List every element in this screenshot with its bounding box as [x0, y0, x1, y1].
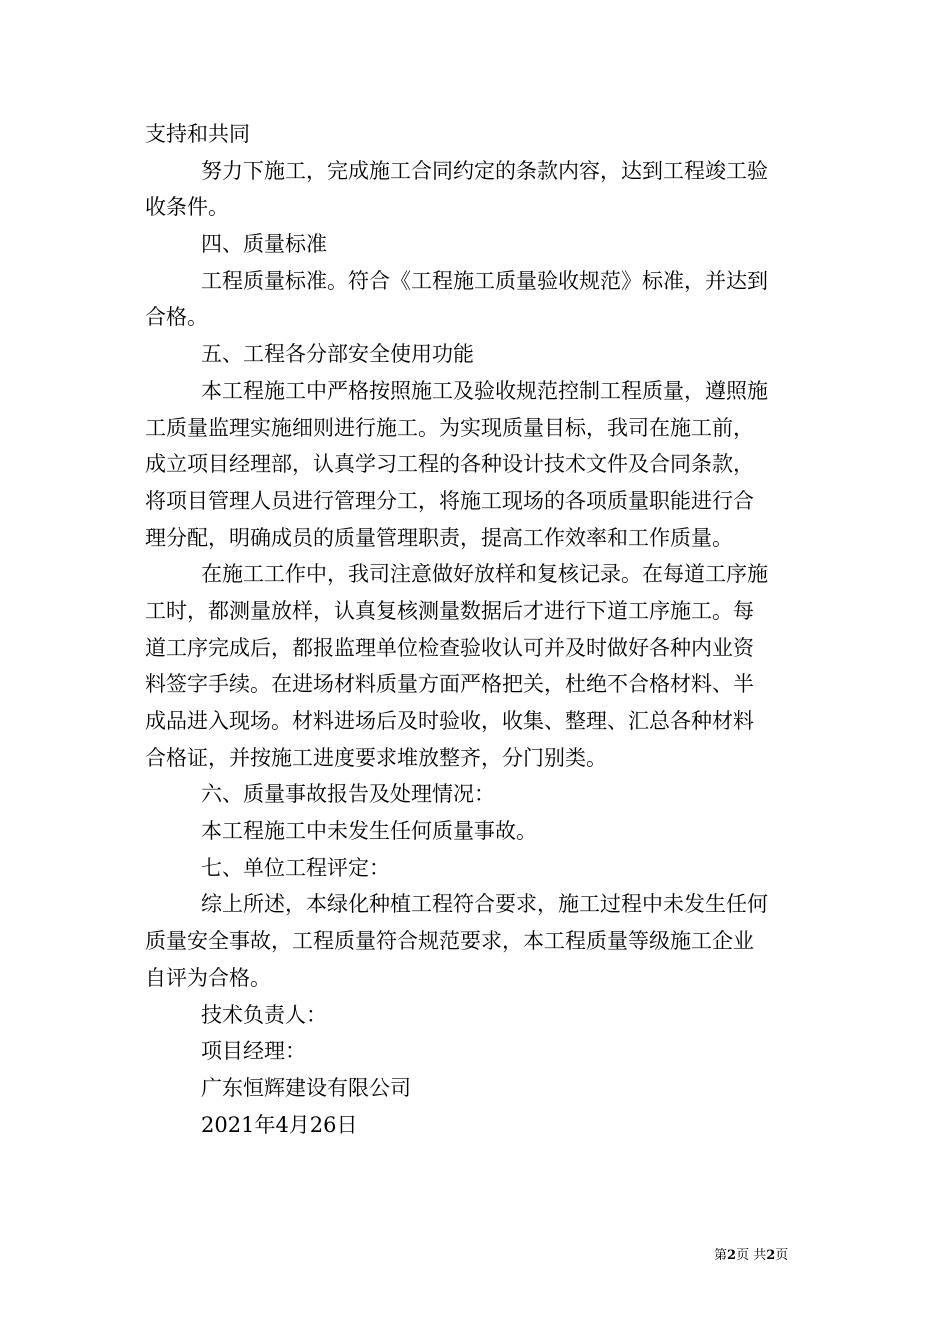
paragraph-line: 自评为合格。 [145, 965, 271, 990]
company-name: 广东恒辉建设有限公司 [201, 1075, 411, 1100]
section-heading: 六、质量事故报告及处理情况： [201, 782, 495, 807]
footer-total-pages: 2 [766, 1248, 776, 1263]
paragraph-line: 本工程施工中未发生任何质量事故。 [201, 819, 537, 844]
section-heading: 七、单位工程评定： [201, 855, 390, 880]
signature-project-manager: 项目经理： [201, 1039, 306, 1064]
paragraph-line: 综上所述，本绿化种植工程符合要求，施工过程中未发生任何 [201, 892, 768, 917]
paragraph-line: 料签字手续。在进场材料质量方面严格把关，杜绝不合格材料、半 [145, 672, 754, 697]
paragraph-line: 成立项目经理部，认真学习工程的各种设计技术文件及合同条款， [145, 452, 754, 477]
footer-current-page: 2 [727, 1248, 737, 1263]
document-date: 2021年4月26日 [201, 1112, 358, 1137]
paragraph-line: 理分配，明确成员的质量管理职责，提高工作效率和工作质量。 [145, 525, 733, 550]
paragraph-line: 工质量监理实施细则进行施工。为实现质量目标，我司在施工前， [145, 415, 754, 440]
paragraph-line: 成品进入现场。材料进场后及时验收，收集、整理、汇总各种材料 [145, 709, 754, 733]
footer-middle: 页 共 [736, 1248, 767, 1263]
document-body [145, 116, 810, 1143]
paragraph-line: 道工序完成后，都报监理单位检查验收认可并及时做好各种内业资 [145, 635, 754, 660]
paragraph-line: 本工程施工中严格按照施工及验收规范控制工程质量，遵照施 [201, 378, 768, 403]
section-heading: 五、工程各分部安全使用功能 [201, 342, 474, 367]
paragraph-line: 将项目管理人员进行管理分工，将施工现场的各项质量职能进行合 [145, 488, 754, 513]
section-heading: 四、质量标准 [201, 232, 327, 257]
paragraph-line: 努力下施工，完成施工合同约定的条款内容，达到工程竣工验 [201, 158, 768, 183]
signature-technical-lead: 技术负责人： [201, 1002, 327, 1027]
paragraph-line: 合格。 [145, 305, 208, 330]
paragraph-line: 合格证，并按施工进度要求堆放整齐，分门别类。 [145, 745, 607, 770]
footer-suffix: 页 [775, 1248, 789, 1263]
page-number-footer [714, 1247, 788, 1265]
paragraph-line: 工时，都测量放样，认真复核测量数据后才进行下道工序施工。每 [145, 598, 754, 623]
footer-prefix: 第 [714, 1248, 728, 1263]
paragraph-line: 工程质量标准。符合《工程施工质量验收规范》标准，并达到 [201, 268, 768, 293]
paragraph-line: 质量安全事故，工程质量符合规范要求，本工程质量等级施工企业 [145, 929, 754, 954]
paragraph-line: 在施工工作中，我司注意做好放样和复核记录。在每道工序施 [201, 562, 768, 587]
paragraph-line: 支持和共同 [145, 122, 250, 146]
paragraph-line: 收条件。 [145, 195, 229, 220]
